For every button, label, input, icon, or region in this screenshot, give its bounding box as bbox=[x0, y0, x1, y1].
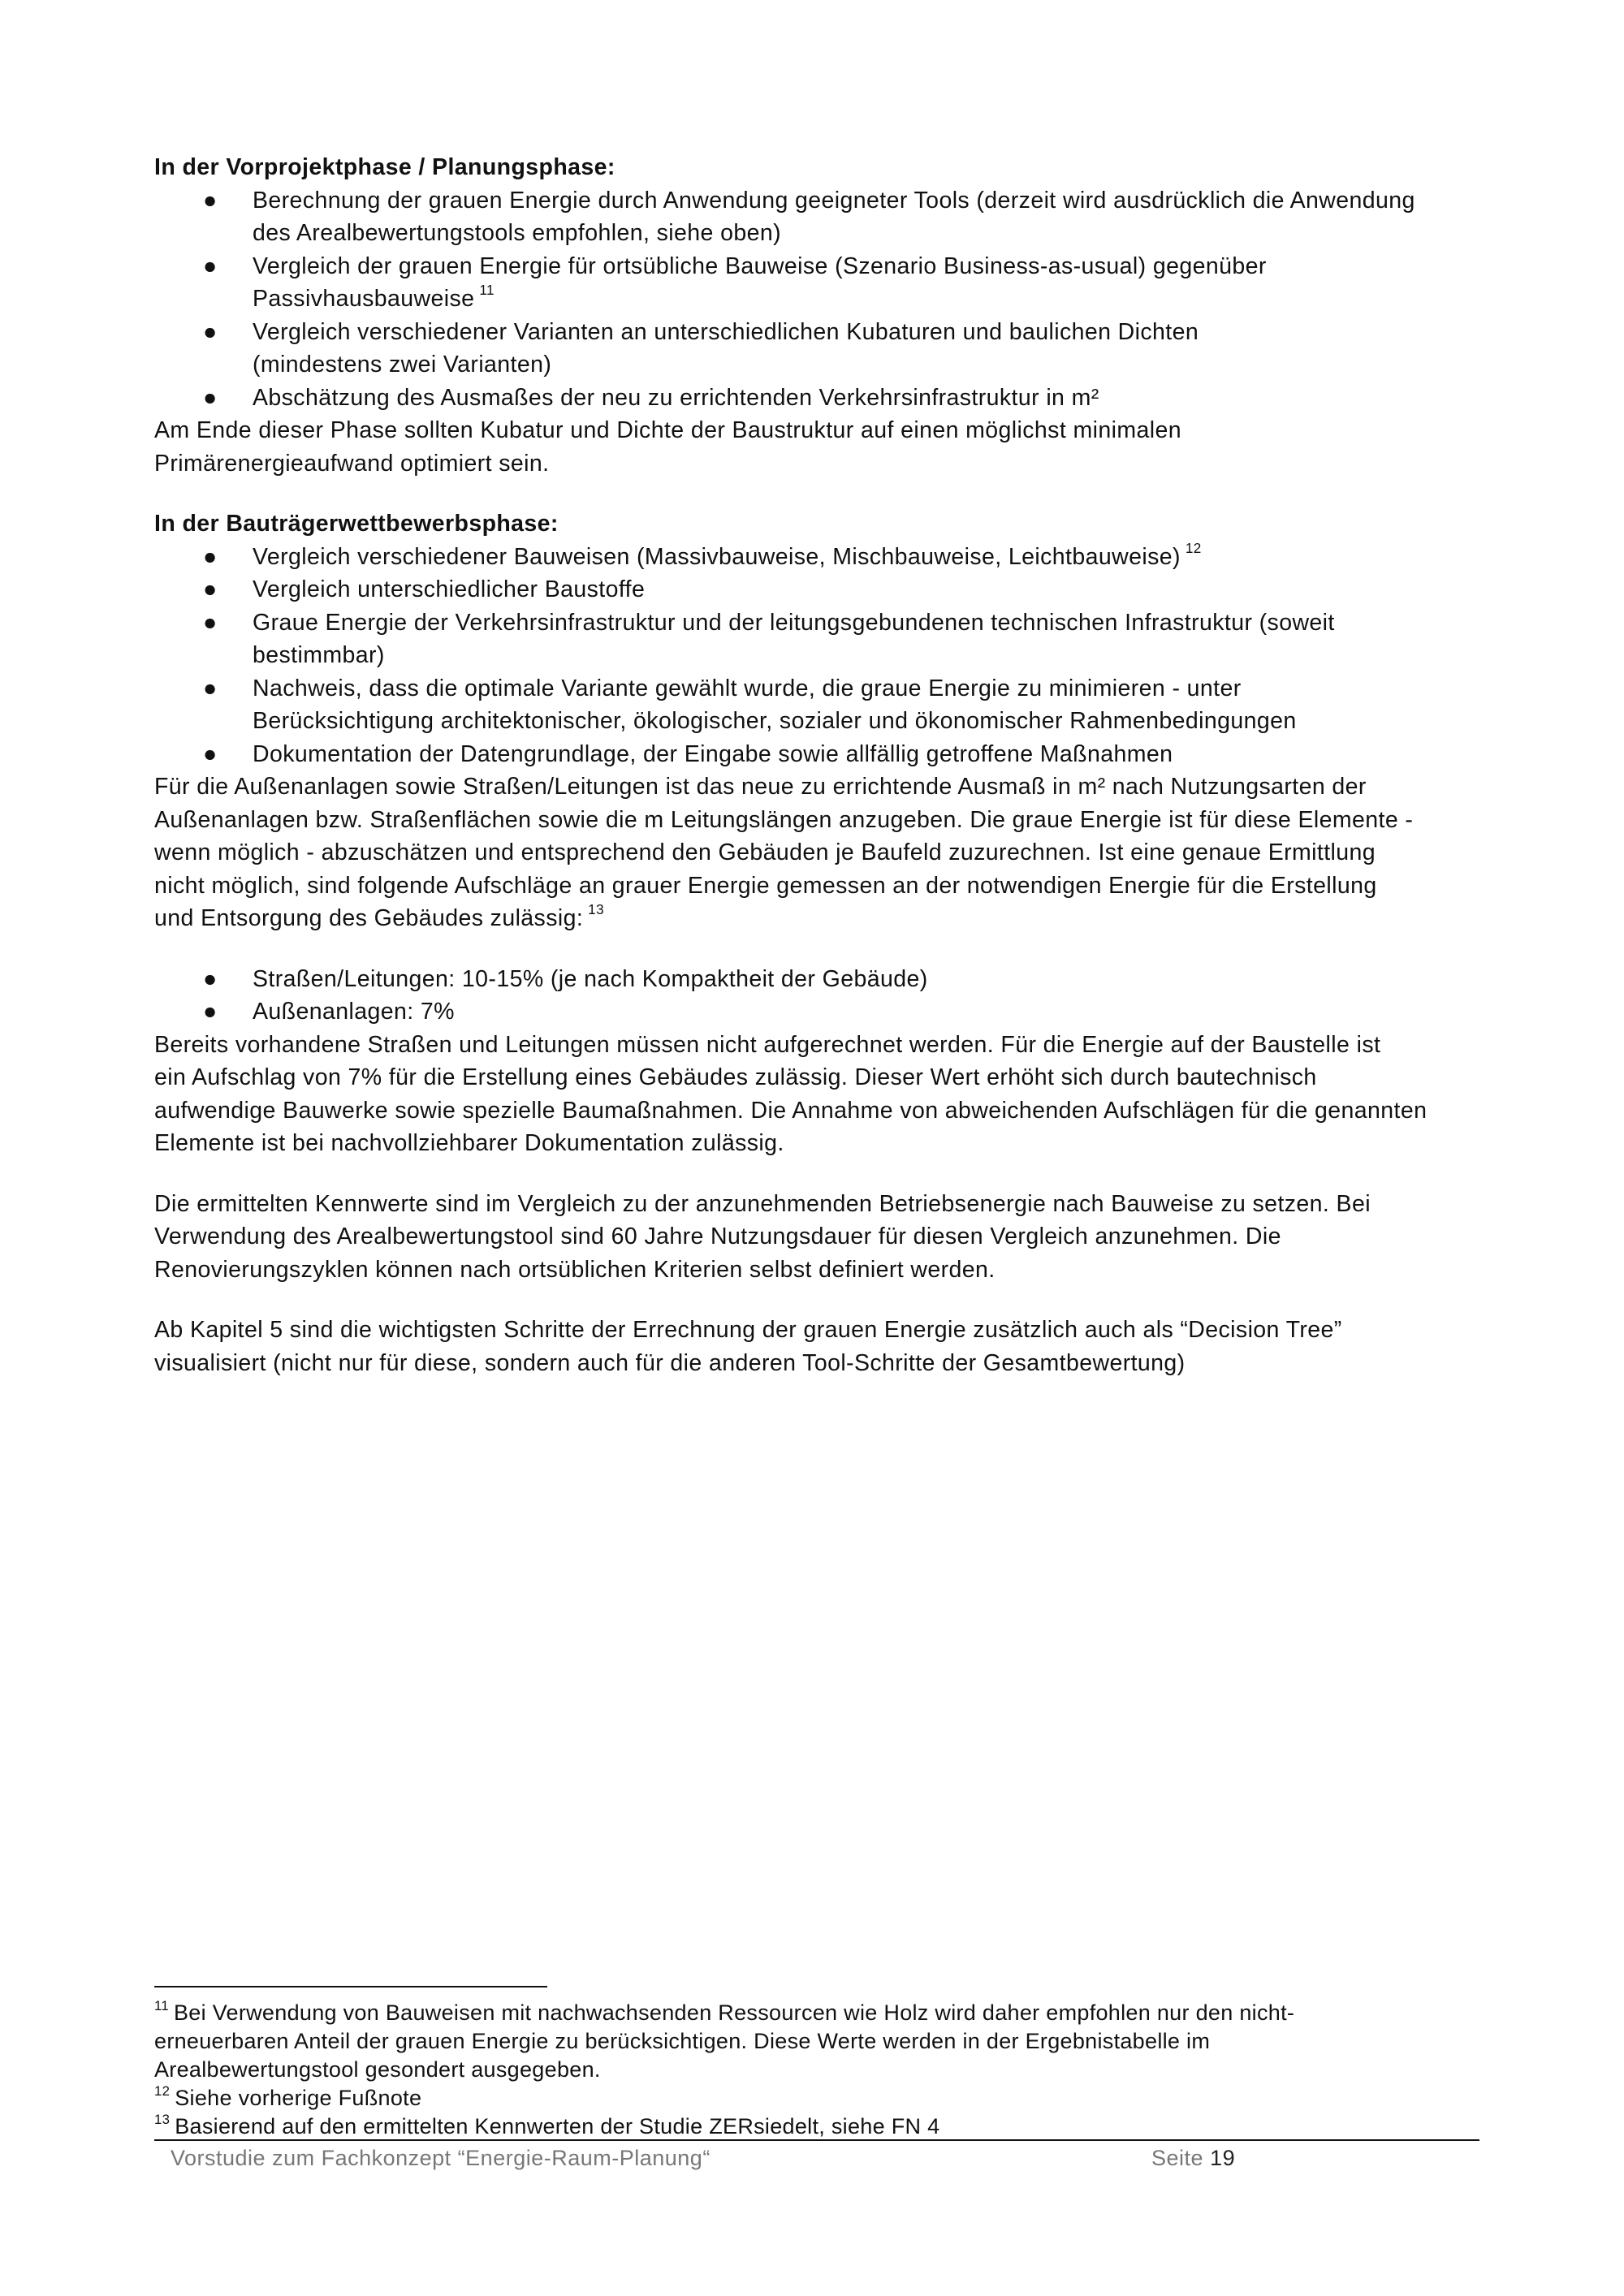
list-item: ● Abschätzung des Ausmaßes der neu zu errichtenden Verkehrsinfrastruktur in m² bbox=[154, 382, 1486, 415]
list-item: ● Vergleich der grauen Energie für ortsübliche Bauweise (Szenario Business-as-usual) gegenüber Passivhausbauweise $^{11}$ bbox=[154, 250, 1486, 316]
list-item: ● Vergleich unterschiedlicher Baustoffe bbox=[154, 573, 1486, 606]
bullet-icon: ● bbox=[203, 543, 218, 570]
list-item: ● Nachweis, dass die optimale Variante gewählt wurde, die graue Energie zu minimieren - unter Berücksichtigung architektonischer, ökologischer, sozialer und ökonomischer Rahmenbedingungen bbox=[154, 672, 1486, 738]
bullet-icon: ● bbox=[203, 384, 218, 411]
bullet-list-bautraegerwettbewerbsphase bbox=[154, 541, 1486, 771]
paragraph-kennwerte: Die ermittelten Kennwerte sind im Vergleich zu der anzunehmenden Betriebsenergie nach Bauweise zu setzen. Bei Verwendung des Arealbewertungstool sind 60 Jahre Nutzungsdauer für diesen Vergleich anzunehmen. Die Renovierungszyklen können nach ortsüblichen Kriterien selbst definiert werden. bbox=[154, 1190, 1371, 1283]
main-content bbox=[154, 151, 1486, 1379]
bullet-icon: ● bbox=[203, 965, 218, 992]
bullet-icon: ● bbox=[203, 675, 218, 701]
heading-bautraegerwettbewerbsphase: In der Bauträgerwettbewerbsphase: bbox=[154, 511, 559, 537]
paragraph-decision-tree: Ab Kapitel 5 sind die wichtigsten Schritte der Errechnung der grauen Energie zusätzlich auch als “Decision Tree” visualisiert (nicht nur für diese, sondern auch für die anderen Tool-Schritte der Gesamtbewertung) bbox=[154, 1317, 1342, 1376]
bullet-icon: ● bbox=[203, 318, 218, 345]
list-item: ● Außenanlagen: 7% bbox=[154, 995, 1486, 1029]
page-number: 19 bbox=[1210, 2146, 1236, 2170]
footnote-13: $^{13}$ Basierend auf den ermittelten Kennwerten der Studie ZERsiedelt, siehe FN 4 bbox=[154, 2112, 940, 2138]
list-item: ● Dokumentation der Datengrundlage, der Eingabe sowie allfällig getroffene Maßnahmen bbox=[154, 738, 1486, 771]
footer-separator bbox=[154, 2139, 1479, 2141]
footnotes bbox=[154, 1999, 1486, 2141]
footnote-12: $^{12}$ Siehe vorherige Fußnote bbox=[154, 2083, 422, 2110]
paragraph-phase-end: Am Ende dieser Phase sollten Kubatur und Dichte der Baustruktur auf einen möglichst minimalen Primärenergieaufwand optimiert sein. bbox=[154, 417, 1181, 477]
footer-page-number: Seite 19 bbox=[1151, 2146, 1236, 2170]
bullet-icon: ● bbox=[203, 252, 218, 279]
footnote-ref-13[interactable]: 13 bbox=[588, 902, 604, 917]
list-item: ● Straßen/Leitungen: 10-15% (je nach Kompaktheit der Gebäude) bbox=[154, 963, 1486, 996]
footnote-separator bbox=[154, 1986, 547, 1987]
list-item: ● Graue Energie der Verkehrsinfrastruktur und der leitungsgebundenen technischen Infrastruktur (soweit bestimmbar) bbox=[154, 606, 1486, 672]
bullet-icon: ● bbox=[203, 187, 218, 214]
bullet-list-aufschlaege bbox=[154, 963, 1486, 1029]
footnote-11: $^{11}$ Bei Verwendung von Bauweisen mit nachwachsenden Ressourcen wie Holz wird daher empfohlen nur den nicht- erneuerbaren Anteil der grauen Energie zu berücksichtigen. Diese Werte werden in der Ergebnistabelle im Arealbewertungstool gesondert ausgegeben. bbox=[154, 1998, 1295, 2082]
bullet-list-vorprojektphase bbox=[154, 184, 1486, 415]
bullet-icon: ● bbox=[203, 576, 218, 602]
bullet-icon: ● bbox=[203, 740, 218, 767]
list-item: ● Berechnung der grauen Energie durch Anwendung geeigneter Tools (derzeit wird ausdrücklich die Anwendung des Arealbewertungstools empfohlen, siehe oben) bbox=[154, 184, 1486, 250]
footnote-ref-11[interactable]: 11 bbox=[479, 283, 495, 298]
bullet-icon: ● bbox=[203, 609, 218, 636]
list-item: ● Vergleich verschiedener Bauweisen (Massivbauweise, Mischbauweise, Leichtbauweise) $^{12}$ bbox=[154, 541, 1486, 574]
paragraph-aussenanlagen: Für die Außenanlagen sowie Straßen/Leitungen ist das neue zu errichtende Ausmaß in m² nach Nutzungsarten der Außenanlagen bzw. Straßenflächen sowie die m Leitungslängen anzugeben. Die graue Energie ist für diese Elemente - wenn möglich - abzuschätzen und entsprechend den Gebäuden je Baufeld zuzurechnen. Ist eine genaue Ermittlung nicht möglich, sind folgende Aufschläge an grauer Energie gemessen an der notwendigen Energie für die Erstellung und Entsorgung des Gebäudes zulässig: $^{13}$ bbox=[154, 774, 1414, 931]
footer-document-title: Vorstudie zum Fachkonzept “Energie-Raum-Planung“ bbox=[171, 2146, 710, 2170]
footnote-ref-12[interactable]: 12 bbox=[1185, 540, 1202, 556]
list-item: ● Vergleich verschiedener Varianten an unterschiedlichen Kubaturen und baulichen Dichten (mindestens zwei Varianten) bbox=[154, 316, 1486, 382]
bullet-icon: ● bbox=[203, 999, 218, 1025]
heading-vorprojektphase: In der Vorprojektphase / Planungsphase: bbox=[154, 154, 615, 180]
paragraph-strassen-leitungen: Bereits vorhandene Straßen und Leitungen müssen nicht aufgerechnet werden. Für die Energie auf der Baustelle ist ein Aufschlag von 7% für die Erstellung eines Gebäudes zulässig. Dieser Wert erhöht sich durch bautechnisch aufwendige Bauwerke sowie spezielle Baumaßnahmen. Die Annahme von abweichenden Aufschlägen für die genannten Elemente ist bei nachvollziehbarer Dokumentation zulässig. bbox=[154, 1031, 1427, 1156]
